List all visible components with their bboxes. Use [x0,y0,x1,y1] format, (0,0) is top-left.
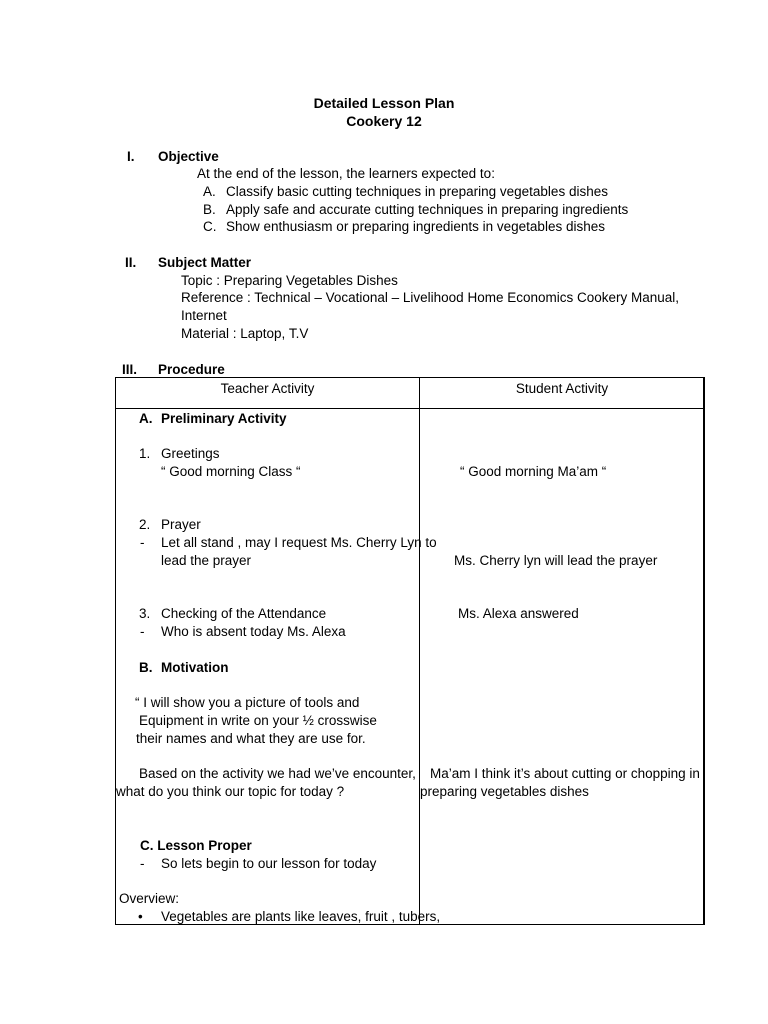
prayer-line: Let all stand , may I request Ms. Cherry Lyn to [161,535,437,550]
preliminary-label: A. [139,411,153,426]
objective-intro: At the end of the lesson, the learners expected to: [197,166,495,181]
greetings-label: Greetings [161,446,220,461]
objective-item-letter: C. [203,219,217,234]
attendance-dash: - [140,624,145,639]
motivation-line: “ I will show you a picture of tools and [135,695,360,710]
prayer-number: 2. [139,517,151,532]
preliminary-heading: Preliminary Activity [161,411,287,426]
motivation-line: their names and what they are use for. [136,731,366,746]
procedure-numeral: III. [122,362,138,377]
objective-item-letter: B. [203,202,216,217]
overview-bullet-text: Vegetables are plants like leaves, fruit , tubers, [161,909,441,924]
document-title: Detailed Lesson Plan [313,95,455,111]
overview-label: Overview: [119,891,180,906]
objective-heading: Objective [158,149,219,164]
motivation-line: Equipment in write on your ½ crosswise [139,713,377,728]
attendance-number: 3. [139,606,151,621]
subject-matter-heading: Subject Matter [158,255,252,270]
motivation-question: Based on the activity we had we’ve encounter, [139,766,416,781]
table-header-divider [116,408,703,409]
prayer-dash: - [140,535,145,550]
subject-reference: Reference : Technical – Vocational – Livelihood Home Economics Cookery Manual, [181,290,680,305]
objective-item-text: Show enthusiasm or preparing ingredients in vegetables dishes [226,219,605,234]
prayer-student-line: Ms. Cherry lyn will lead the prayer [454,553,658,568]
motivation-answer: Ma’am I think it’s about cutting or chopping in [430,766,700,781]
table-column-divider [419,378,420,924]
teacher-activity-header: Teacher Activity [220,381,315,396]
greetings-student-line: “ Good morning Ma’am “ [460,464,607,479]
procedure-heading: Procedure [158,362,225,377]
subject-matter-numeral: II. [125,255,137,270]
bullet-icon: • [138,909,143,924]
attendance-question: Who is absent today Ms. Alexa [161,624,346,639]
lesson-proper-dash: - [140,856,145,871]
objective-item-text: Classify basic cutting techniques in preparing vegetables dishes [226,184,608,199]
document-subtitle: Cookery 12 [346,113,422,129]
objective-item-text: Apply safe and accurate cutting techniques in preparing ingredients [226,202,629,217]
objective-item-letter: A. [203,184,216,199]
lesson-proper-heading: C. Lesson Proper [140,838,252,853]
motivation-answer: preparing vegetables dishes [420,784,589,799]
subject-material: Material : Laptop, T.V [181,326,309,341]
motivation-heading: Motivation [161,660,229,675]
greetings-number: 1. [139,446,151,461]
subject-reference-cont: Internet [181,308,227,323]
greetings-teacher-line: “ Good morning Class “ [161,464,301,479]
attendance-label: Checking of the Attendance [161,606,327,621]
objective-numeral: I. [127,149,135,164]
student-activity-header: Student Activity [515,381,609,396]
motivation-label: B. [139,660,153,675]
lesson-proper-line: So lets begin to our lesson for today [161,856,377,871]
attendance-student-line: Ms. Alexa answered [458,606,579,621]
motivation-question: what do you think our topic for today ? [116,784,345,799]
prayer-line: lead the prayer [161,553,252,568]
subject-topic: Topic : Preparing Vegetables Dishes [181,273,398,288]
prayer-label: Prayer [161,517,201,532]
